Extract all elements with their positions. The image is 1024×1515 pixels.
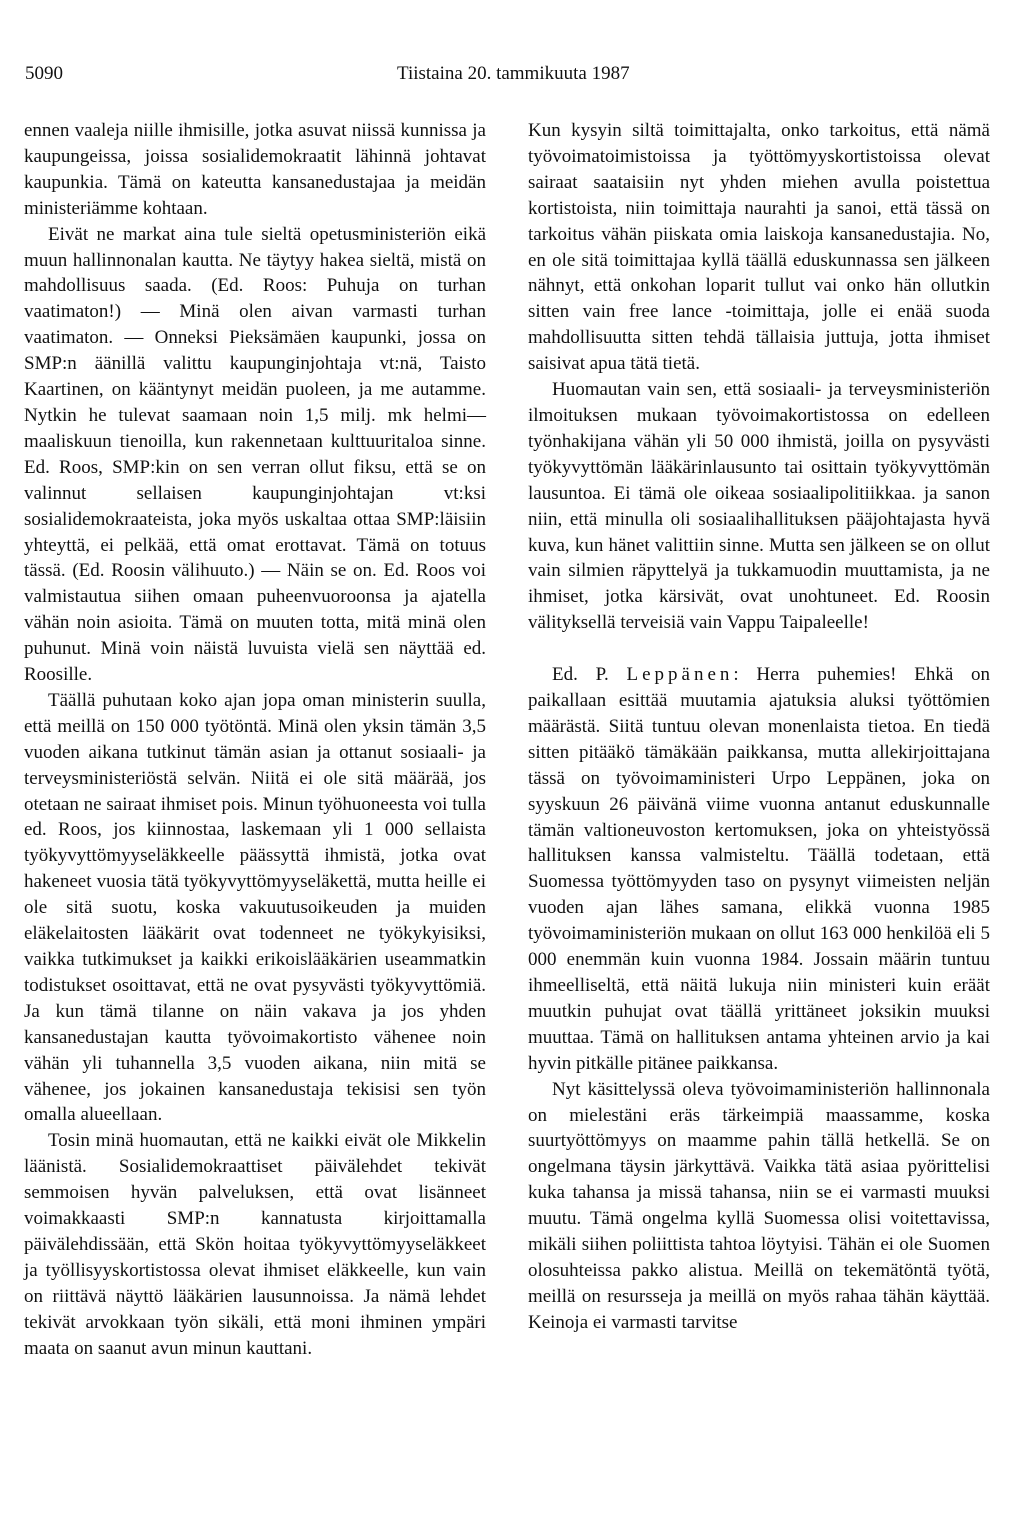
paragraph: ennen vaaleja niille ihmisille, jotka asuvat niissä kunnissa ja kaupungeissa, joissa sosialidemokraatit lähinnä johtavat kaupunkia. Tämä on kateutta kansanedustajaa ja meidän ministeriämme kohtaan.: [24, 120, 486, 219]
speaker-prefix: Ed. P.: [552, 664, 627, 686]
speaker-name: Leppänen: [626, 664, 734, 686]
right-column: [528, 118, 990, 1336]
page-header: [25, 62, 995, 86]
paragraph: Huomautan vain sen, että sosiaali- ja terveysministeriön ilmoituksen mukaan työvoimakortistossa on edelleen työnhakijana vähän yli 50 000 ihmistä, joilla on pysyvästi työkyvyttömän lääkärinlausunto tai osittain työkyvyttömän lausuntoa. Ei tämä ole oikeaa sosiaalipolitiikkaa. ja sanon niin, että minulla oli sosiaalihallituksen pääjohtajasta hyvä kuva, kun hänet valittiin sinne. Mutta sen jälkeen se on ollut vain silmien räpyttelyä ja tukkamuodin muuttamista, ja ne ihmiset, jotka kärsivät, ovat unohtuneet. Ed. Roosin välityksellä terveisiä vain Vappu Taipaleelle!: [528, 379, 990, 634]
paragraph: Kun kysyin siltä toimittajalta, onko tarkoitus, että nämä työvoimatoimistoissa ja työttömyyskortistoissa olevat sairaat saataisiin nyt yhden miehen avulla poistettua kortistoista, niin toimittaja naurahti ja sanoi, että tässä on tarkoitus vähän piiskata omia laiskoja kansanedustajia. No, en ole sitä toimittajaa kyllä täällä eduskunnassa sen jälkeen nähnyt, että onkohan loparit tullut vai onko hän ollutkin sitten vain free lance -toimittaja, jolle ei enää suoda mahdollisuutta sitten tehdä tällaisia juttuja, jotta ihmiset saisivat apua tätä tietä.: [528, 120, 990, 375]
speaker-colon: :: [733, 664, 739, 686]
speaker-paragraph: [528, 662, 990, 1077]
page-number: 5090: [25, 63, 63, 84]
paragraph: Nyt käsittelyssä oleva työvoimaministeriön hallinnonala on mielestäni eräs tärkeimpiä maassamme, koska suurtyöttömyys on maamme pahin tällä hetkellä. Se on ongelmana täysin järkyttävä. Vaikka tätä asiaa pyörittelisi kuka tahansa ja missä tahansa, niin se ei varmasti muuksi muutu. Tämä ongelma kyllä Suomessa olisi voitettavissa, mikäli siihen poliittista tahtoa löytyisi. Tähän ei ole Suomen olosuhteissa pakko alistua. Meillä on tekemätöntä työtä, meillä on resursseja ja meillä on myös rahaa tähän käyttää. Keinoja ei varmasti tarvitse: [528, 1078, 990, 1333]
left-column: [24, 118, 486, 1362]
speaker-text: Herra puhemies! Ehkä on paikallaan esittää muutamia ajatuksia aluksi työttömien määrästä. Siitä tuntuu olevan monenlaista tietoa. En tiedä sitten pitääkö tämäkään paikkansa, mutta allekirjoittajana tässä on työvoimaministeri Urpo Leppänen, joka on syyskuun 26 päivänä viime vuonna antanut eduskunnalle tämän valtioneuvoston kertomuksen, joka on yhteistyössä hallituksen kanssa valmisteltu. Täällä todetaan, että Suomessa työttömyyden taso on pysynyt viimeisten neljän vuoden ajan lähes samana, elikkä vuonna 1985 työvoimaministeriön mukaan on ollut 163 000 henkilöä eli 5 000 enemmän kuin vuonna 1984. Jossain määrin tuntuu ihmeelliseltä, että näitä lukuja niin ministeri kuin eräät muutkin puhujat ovat täällä yrittäneet joksikin muuksi muuttaa. Tämä on hallituksen antama yhteinen arvio ja kai hyvin pitkälle pitänee paikkansa.: [528, 664, 990, 1074]
page-date: Tiistaina 20. tammikuuta 1987: [397, 63, 630, 84]
paragraph: Täällä puhutaan koko ajan jopa oman ministerin suulla, että meillä on 150 000 työtöntä. Minä olen yksin tämän 3,5 vuoden aikana tutkinut tämän asian ja ottanut sosiaali- ja terveysministeriöstä selvän. Niitä ei ole sitä määrää, jos otetaan ne sairaat ihmiset pois. Minun työhuoneesta voi tulla ed. Roos, jos kiinnostaa, laskemaan yli 1 000 sellaista työkyvyttömyyseläkkeelle päässyttä ihmistä, jotka ovat hakeneet vuosia tätä työkyvyttömyyseläkettä, mutta heille ei ole sitä suotu, koska vakuutusoikeuden ja muiden eläkelaitosten lääkärit ovat todenneet ne työkykyisiksi, vaikka tutkimukset ja kaikki erikoislääkärien useammatkin todistukset osoittavat, että ne ovat pysyvästi työkyvyttömiä. Ja kun tämä tilanne on näin vakava ja jos yhden kansanedustajan kautta työvoimakortisto vähenee noin vähän yli tuhannella 3,5 vuoden aikana, niin mitä se vähenee, jos jokainen kansanedustaja tekisisi sen työn omalla alueellaan.: [24, 689, 486, 1126]
paragraph: Tosin minä huomautan, että ne kaikki eivät ole Mikkelin läänistä. Sosialidemokraattiset päivälehdet tekivät semmoisen hyvän palveluksen, että ovat lisänneet voimakkaasti SMP:n kannatusta kirjoittamalla päivälehdissään, että Skön hoitaa työkyvyttömyyseläkkeet ja työllisyyskortistossa olevat ihmiset eläkkeelle, kun vain on riittävä näyttö lääkärien lausunnoissa. Ja nämä lehdet tekivät arvokkaan työn sikäli, että moni ihminen ympäri maata on saanut avun minun kauttani.: [24, 1130, 486, 1359]
paragraph: Eivät ne markat aina tule sieltä opetusministeriön eikä muun hallinnonalan kautta. Ne täytyy hakea sieltä, mistä on mahdollisuus saada. (Ed. Roos: Puhuja on turhan vaatimaton!) — Minä olen aivan varmasti turhan vaatimaton. — Onneksi Pieksämäen kaupunki, jossa on SMP:n äänillä valittu kaupunginjohtaja vt:nä, Taisto Kaartinen, on kääntynyt meidän puoleen, ja me autamme. Nytkin he tulevat saamaan noin 1,5 milj. mk helmi—maaliskuun tienoilla, kun rakennetaan kulttuuritaloa sinne. Ed. Roos, SMP:kin on sen verran ollut fiksu, että se on valinnut sellaisen kaupunginjohtajan vt:ksi sosialidemokraateista, joka myös uskaltaa ottaa SMP:läisiin yhteyttä, ei pelkää, että omat erottavat. Tämä on totuus tässä. (Ed. Roosin välihuuto.) — Näin se on. Ed. Roos voi valmistautua siihen omaan puheenvuoroonsa ja ajatella vähän noin asioita. Tämä on muuten totta, mitä minä olen puhunut. Minä voin näistä luvuista vielä sen näyttää ed. Roosille.: [24, 223, 486, 686]
